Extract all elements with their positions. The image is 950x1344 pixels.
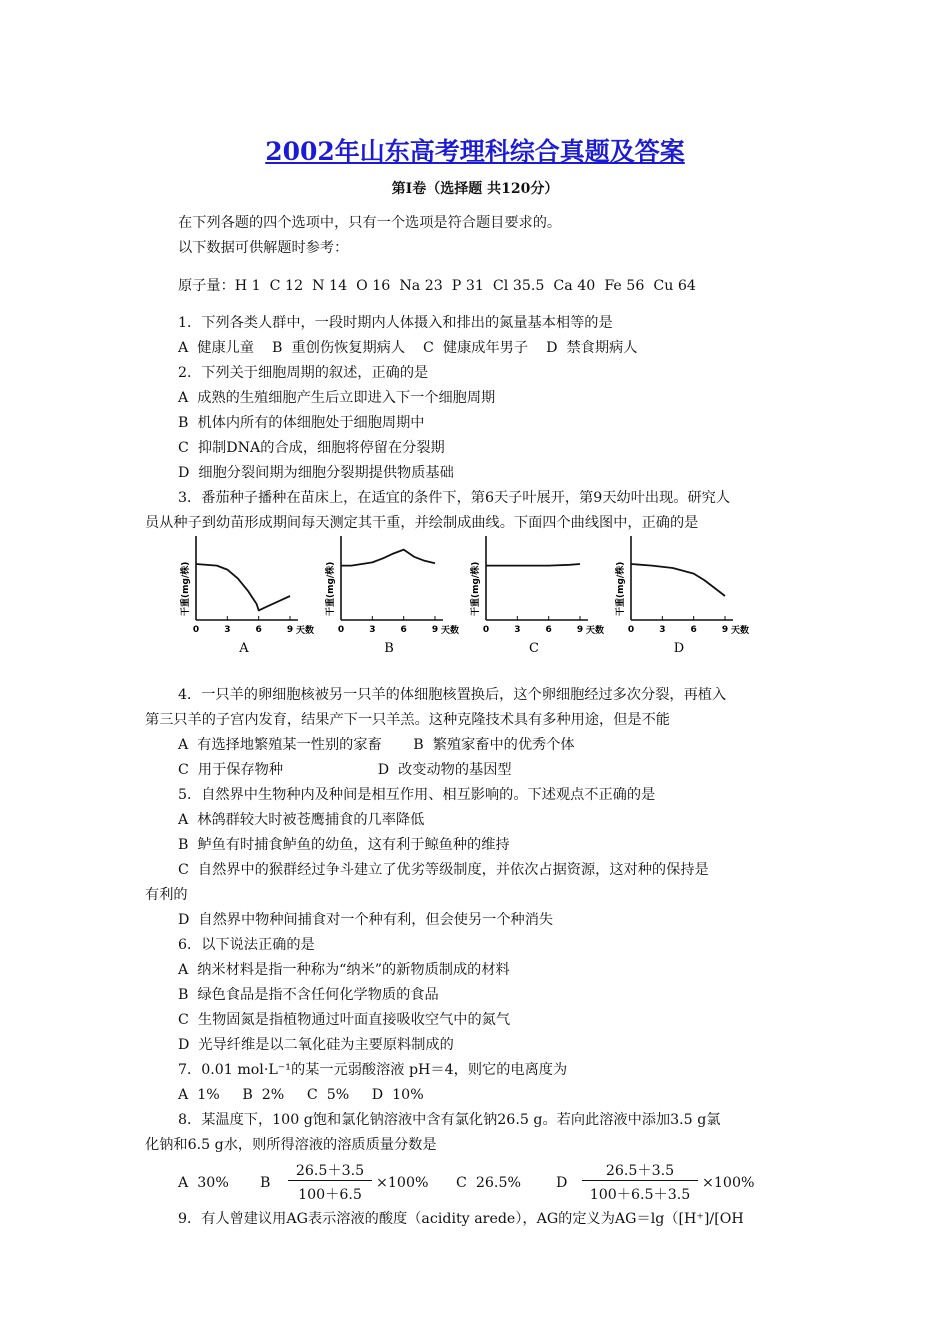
series-line: [341, 550, 435, 566]
question-options: A 有选择地繁殖某一性别的家畜 B 繁殖家畜中的优秀个体: [178, 737, 575, 753]
x-tick-label: 6: [545, 625, 552, 635]
x-tick-label: 0: [337, 625, 345, 635]
series-line: [196, 564, 290, 610]
question-option: A 成熟的生殖细胞产生后立即进入下一个细胞周期: [178, 390, 496, 406]
question-stem-cont: 第三只羊的子宫内发育，结果产下一只羊羔。这种克隆技术具有多种用途，但是不能: [145, 712, 670, 728]
x-tick-label: 9: [431, 625, 439, 635]
x-axis-label: 天数: [296, 626, 315, 636]
y-axis-label: 干重(mg/株): [181, 561, 191, 616]
fraction-numerator: 26.5＋3.5: [295, 1163, 365, 1179]
fraction-denominator: 100＋6.5＋3.5: [589, 1187, 691, 1203]
chart-label: C: [529, 641, 539, 656]
fraction-denominator: 100＋6.5: [298, 1187, 362, 1203]
x-tick-label: 3: [224, 625, 231, 635]
fraction-bar: [582, 1180, 698, 1181]
x-tick-label: 3: [514, 625, 521, 635]
intro-line: 以下数据可供解题时参考：: [178, 240, 349, 256]
x-tick-label: 9: [721, 625, 729, 635]
chart-label: B: [384, 641, 394, 656]
question-stem: 7．0.01 mol·L⁻¹的某一元弱酸溶液 pH＝4，则它的电离度为: [178, 1062, 568, 1078]
y-axis-label: 干重(mg/株): [471, 561, 481, 616]
question-option: B 鲈鱼有时捕食鲈鱼的幼鱼，这有利于鲸鱼种的维持: [178, 837, 510, 853]
option-a: A 30%: [178, 1175, 229, 1191]
question-options: A 1% B 2% C 5% D 10%: [178, 1087, 424, 1103]
fraction-bar: [288, 1180, 372, 1181]
percent-factor: ×100%: [376, 1175, 429, 1191]
question-options: C 用于保存物种 D 改变动物的基因型: [178, 762, 512, 778]
question-stem: 5．自然界中生物种内及种间是相互作用、相互影响的。下述观点不正确的是: [178, 787, 656, 803]
question-option: B 绿色食品是指不含任何化学物质的食品: [178, 987, 439, 1003]
option-c: C 26.5%: [456, 1175, 521, 1191]
y-axis-label: 干重(mg/株): [616, 561, 626, 616]
section-subtitle: 第Ⅰ卷（选择题 共120分）: [391, 181, 559, 197]
question-stem: 2．下列关于细胞周期的叙述，正确的是: [178, 365, 429, 381]
x-tick-label: 6: [690, 625, 697, 635]
series-line: [631, 564, 725, 596]
option-b-label: B: [260, 1175, 271, 1191]
chart-label: A: [239, 641, 249, 656]
question-stem: 6．以下说法正确的是: [178, 937, 315, 953]
question-option: D 细胞分裂间期为细胞分裂期提供物质基础: [178, 465, 454, 481]
fraction-numerator: 26.5＋3.5: [605, 1163, 675, 1179]
x-tick-label: 3: [659, 625, 666, 635]
question-stem: 9．有人曾建议用AG表示溶液的酸度（acidity arede），AG的定义为AG＝lg（[H⁺]/[OH: [178, 1211, 744, 1227]
x-tick-label: 6: [255, 625, 262, 635]
x-axis-label: 天数: [731, 626, 750, 636]
x-tick-label: 0: [482, 625, 490, 635]
x-tick-label: 9: [576, 625, 584, 635]
dry-weight-charts: [172, 534, 772, 658]
x-axis-label: 天数: [441, 626, 460, 636]
question-option: A 纳米材料是指一种称为“纳米”的新物质制成的材料: [178, 962, 510, 978]
page-title[interactable]: 2002年山东高考理科综合真题及答案: [265, 137, 685, 166]
x-tick-label: 6: [400, 625, 407, 635]
question-stem: 8．某温度下，100 g饱和氯化钠溶液中含有氯化钠26.5 g。若向此溶液中添加3.5 g氯: [178, 1112, 721, 1128]
chart-label: D: [673, 641, 685, 656]
question-option: C 抑制DNA的合成，细胞将停留在分裂期: [178, 440, 445, 456]
x-tick-label: 9: [286, 625, 294, 635]
question-stem: 4．一只羊的卵细胞核被另一只羊的体细胞核置换后，这个卵细胞经过多次分裂，再植入: [178, 687, 727, 703]
option-d-label: D: [556, 1175, 568, 1191]
x-tick-label: 3: [369, 625, 376, 635]
question-stem: 3．番茄种子播种在苗床上，在适宜的条件下，第6天子叶展开，第9天幼叶出现。研究人: [178, 490, 731, 506]
x-tick-label: 0: [192, 625, 200, 635]
x-axis-label: 天数: [586, 626, 605, 636]
question-option: D 自然界中物种间捕食对一个种有利，但会使另一个种消失: [178, 912, 554, 928]
atomic-mass-line: 原子量：H 1 C 12 N 14 O 16 Na 23 P 31 Cl 35.5 Ca 40 Fe 56 Cu 64: [178, 278, 696, 294]
percent-factor: ×100%: [702, 1175, 755, 1191]
question-stem-cont: 化钠和6.5 g水，则所得溶液的溶质质量分数是: [145, 1137, 437, 1153]
question-option-cont: 有利的: [145, 887, 188, 903]
y-axis-label: 干重(mg/株): [326, 561, 336, 616]
question-option: A 林鸽群较大时被苍鹰捕食的几率降低: [178, 812, 425, 828]
question-option: C 自然界中的猴群经过争斗建立了优劣等级制度，并依次占据资源，这对种的保持是: [178, 862, 709, 878]
series-line: [486, 564, 580, 566]
question-options: A 健康儿童 B 重创伤恢复期病人 C 健康成年男子 D 禁食期病人: [178, 340, 638, 356]
question-option: C 生物固氮是指植物通过叶面直接吸收空气中的氮气: [178, 1012, 511, 1028]
question-stem: 1．下列各类人群中，一段时期内人体摄入和排出的氮量基本相等的是: [178, 315, 613, 331]
question-option: D 光导纤维是以二氧化硅为主要原料制成的: [178, 1037, 454, 1053]
x-tick-label: 0: [627, 625, 635, 635]
question-stem-cont: 员从种子到幼苗形成期间每天测定其干重，并绘制成曲线。下面四个曲线图中，正确的是: [145, 515, 699, 531]
question-option: B 机体内所有的体细胞处于细胞周期中: [178, 415, 425, 431]
intro-line: 在下列各题的四个选项中，只有一个选项是符合题目要求的。: [178, 215, 562, 231]
